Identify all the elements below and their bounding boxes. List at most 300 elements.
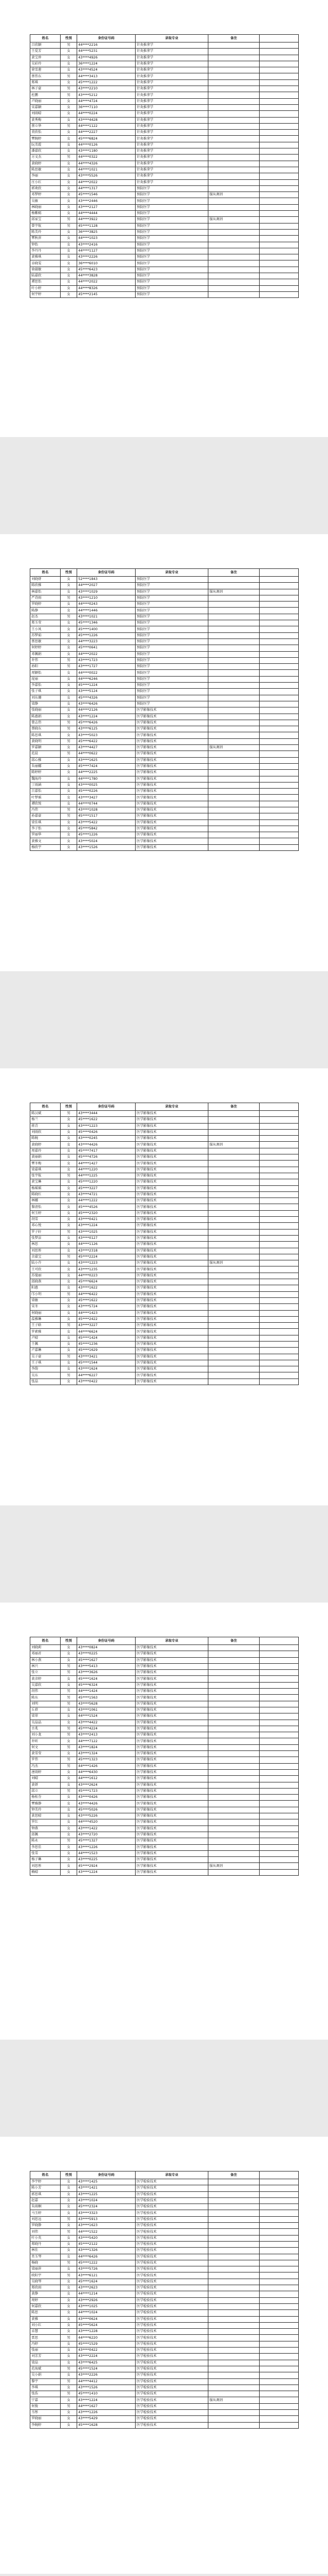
cell-name: 刘小红: [30, 2322, 61, 2328]
cell-blank: [260, 832, 299, 838]
cell-blank: [260, 2385, 299, 2391]
cell-blank: [260, 1291, 299, 1297]
cell-remarks: [208, 2341, 260, 2347]
cell-name: 黄静: [30, 2291, 61, 2297]
cell-gender: 女: [61, 789, 77, 795]
cell-id-number: 45****1410: [77, 2391, 136, 2397]
document-page: [0, 2137, 328, 2574]
cell-gender: 女: [61, 142, 77, 148]
header-id-number: 身份证号码: [77, 569, 136, 577]
cell-major: 医学影像技术: [136, 1204, 208, 1210]
cell-gender: 女: [61, 1869, 77, 1875]
cell-major: 医学影像技术: [136, 1161, 208, 1167]
cell-remarks: [208, 1807, 260, 1813]
cell-remarks: [208, 185, 260, 191]
cell-id-number: 44****3223: [77, 638, 136, 645]
cell-major: 预防医学: [136, 689, 208, 695]
cell-name: 刘思远: [30, 2216, 61, 2222]
cell-major: 医学影像技术: [136, 1297, 208, 1303]
table-row: [30, 92, 299, 98]
table-row: [30, 577, 299, 583]
cell-major: 针灸推拿学: [136, 61, 208, 67]
cell-gender: 男: [61, 738, 77, 744]
cell-id-number: 43****1422: [77, 1825, 136, 1832]
cell-blank: [260, 1838, 299, 1844]
table-row: [30, 2310, 299, 2316]
cell-major: 医学检验技术: [136, 2272, 208, 2279]
cell-name: 朱雨桐: [30, 2204, 61, 2210]
cell-gender: 女: [61, 1645, 77, 1651]
cell-major: 医学影像技术: [136, 1782, 208, 1788]
cell-remarks: [208, 1651, 260, 1657]
cell-blank: [260, 173, 299, 179]
table-row: [30, 1682, 299, 1688]
cell-remarks: [208, 1242, 260, 1248]
cell-remarks: [208, 223, 260, 229]
cell-id-number: 45****4526: [77, 1204, 136, 1210]
cell-gender: 男: [61, 1695, 77, 1701]
cell-remarks: [208, 608, 260, 614]
table-header-row: [30, 2171, 299, 2179]
cell-id-number: 43****1024: [77, 2197, 136, 2204]
cell-major: 医学影像技术: [136, 1850, 208, 1856]
cell-gender: 男: [61, 614, 77, 620]
cell-gender: 女: [61, 757, 77, 763]
header-name: 姓名: [30, 569, 61, 577]
table-header-row: [30, 1637, 299, 1645]
cell-id-number: 44****3828: [77, 273, 136, 279]
cell-id-number: 43****1021: [77, 614, 136, 620]
cell-name: 陆小卉: [30, 1260, 61, 1266]
cell-id-number: 44****1423: [77, 1310, 136, 1316]
cell-blank: [260, 161, 299, 167]
cell-remarks: [208, 1348, 260, 1354]
table-row: [30, 1807, 299, 1813]
cell-name: 邱立: [30, 1788, 61, 1794]
cell-remarks: [208, 173, 260, 179]
cell-remarks: 服从调剂: [208, 2397, 260, 2403]
table-row: [30, 254, 299, 260]
cell-id-number: 45****5026: [77, 1807, 136, 1813]
cell-id-number: 44****5231: [77, 49, 136, 55]
cell-remarks: [208, 726, 260, 732]
cell-blank: [260, 2235, 299, 2241]
cell-gender: 女: [61, 104, 77, 110]
cell-major: 预防医学: [136, 602, 208, 608]
cell-major: 医学影像技术: [136, 732, 208, 738]
cell-major: 预防医学: [136, 589, 208, 595]
table-row: [30, 1254, 299, 1260]
cell-id-number: 43****5024: [77, 838, 136, 844]
cell-major: 医学影像技术: [136, 832, 208, 838]
cell-blank: [260, 1645, 299, 1651]
cell-major: 医学检验技术: [136, 2397, 208, 2403]
cell-name: 邓丽君: [30, 1651, 61, 1657]
cell-id-number: 44****1126: [77, 1242, 136, 1248]
cell-id-number: 43****1526: [77, 2385, 136, 2391]
table-row: [30, 1248, 299, 1254]
cell-name: 黄妍: [30, 1782, 61, 1788]
cell-blank: [260, 1273, 299, 1279]
table-header-row: [30, 35, 299, 42]
cell-major: 医学检验技术: [136, 2348, 208, 2354]
cell-blank: [260, 1732, 299, 1738]
table-row: [30, 104, 299, 110]
cell-remarks: [208, 819, 260, 826]
table-row: [30, 1154, 299, 1161]
cell-remarks: [208, 638, 260, 645]
cell-major: 医学影像技术: [136, 1863, 208, 1869]
cell-id-number: 43****4426: [77, 1801, 136, 1807]
cell-major: 医学影像技术: [136, 1185, 208, 1191]
cell-remarks: [208, 1757, 260, 1763]
cell-remarks: [208, 751, 260, 757]
cell-gender: 女: [61, 2310, 77, 2316]
cell-major: 预防医学: [136, 242, 208, 248]
cell-major: 医学检验技术: [136, 2385, 208, 2391]
cell-blank: [260, 776, 299, 782]
cell-gender: 女: [61, 49, 77, 55]
table-row: [30, 1751, 299, 1757]
table-row: [30, 142, 299, 148]
cell-id-number: 43****4524: [77, 67, 136, 73]
cell-blank: [260, 676, 299, 682]
cell-remarks: [208, 2229, 260, 2235]
cell-id-number: 36****7110: [77, 104, 136, 110]
cell-remarks: [208, 1676, 260, 1682]
table-row: [30, 813, 299, 819]
cell-name: 吴晓琴: [30, 2279, 61, 2285]
cell-remarks: 服从调剂: [208, 745, 260, 751]
cell-gender: 女: [61, 1285, 77, 1291]
cell-blank: [260, 701, 299, 707]
cell-gender: 女: [61, 2254, 77, 2260]
cell-remarks: [208, 1204, 260, 1210]
cell-gender: 男: [61, 2260, 77, 2266]
table-row: [30, 2248, 299, 2254]
cell-id-number: 44****0622: [77, 751, 136, 757]
cell-name: 梁晶: [30, 2360, 61, 2366]
cell-name: 邱家宝: [30, 217, 61, 223]
cell-major: 医学影像技术: [136, 1689, 208, 1695]
cell-id-number: 44****2216: [77, 42, 136, 49]
cell-remarks: [208, 198, 260, 204]
table-row: [30, 602, 299, 608]
table-row: [30, 1801, 299, 1807]
table-row: [30, 2223, 299, 2229]
cell-gender: 女: [61, 1329, 77, 1335]
cell-gender: 女: [61, 1863, 77, 1869]
cell-id-number: 43****1224: [77, 1223, 136, 1229]
cell-major: 针灸推拿学: [136, 55, 208, 61]
cell-remarks: [208, 204, 260, 210]
cell-remarks: [208, 626, 260, 632]
cell-major: 医学影像技术: [136, 1707, 208, 1713]
cell-remarks: [208, 2297, 260, 2303]
table-row: [30, 2216, 299, 2222]
cell-name: 卓慧: [30, 2329, 61, 2335]
cell-blank: [260, 1329, 299, 1335]
cell-id-number: 44****6422: [77, 1291, 136, 1297]
cell-name: 覃冬梅: [30, 1161, 61, 1167]
cell-blank: [260, 813, 299, 819]
cell-blank: [260, 1316, 299, 1322]
cell-name: 刘晓妍: [30, 577, 61, 583]
cell-id-number: 45****1222: [77, 79, 136, 86]
cell-major: 医学影像技术: [136, 1304, 208, 1310]
cell-remarks: [208, 55, 260, 61]
cell-major: 针灸推拿学: [136, 136, 208, 142]
cell-gender: 女: [61, 1825, 77, 1832]
cell-remarks: [208, 789, 260, 795]
table-row: [30, 1663, 299, 1669]
cell-name: 范晨: [30, 751, 61, 757]
cell-blank: [260, 1304, 299, 1310]
cell-name: 叶小婷: [30, 285, 61, 291]
cell-remarks: [208, 2416, 260, 2422]
cell-gender: 女: [61, 1198, 77, 1204]
cell-blank: [260, 763, 299, 769]
table-row: [30, 1763, 299, 1769]
table-row: [30, 1161, 299, 1167]
cell-remarks: [208, 73, 260, 79]
table-row: [30, 770, 299, 776]
cell-major: 医学影像技术: [136, 1838, 208, 1844]
cell-gender: 女: [61, 838, 77, 844]
table-row: [30, 1769, 299, 1775]
table-row: [30, 745, 299, 751]
cell-remarks: [208, 1229, 260, 1235]
cell-name: 蔡晓东: [30, 726, 61, 732]
cell-remarks: [208, 2272, 260, 2279]
cell-major: 医学影像技术: [136, 1857, 208, 1863]
cell-id-number: 44****1127: [77, 248, 136, 254]
cell-remarks: [208, 1329, 260, 1335]
header-major: 录取专业: [136, 2171, 208, 2179]
cell-name: 罗晓静: [30, 2223, 61, 2229]
cell-major: 医学影像技术: [136, 1285, 208, 1291]
table-row: [30, 638, 299, 645]
cell-major: 医学影像技术: [136, 720, 208, 726]
cell-name: 郑欣雨: [30, 2285, 61, 2291]
cell-blank: [260, 626, 299, 632]
cell-id-number: 36****1224: [77, 61, 136, 67]
cell-remarks: [208, 2348, 260, 2354]
table-row: [30, 2329, 299, 2335]
cell-blank: [260, 1807, 299, 1813]
cell-blank: [260, 1185, 299, 1191]
cell-name: 黎清怡: [30, 1204, 61, 1210]
cell-remarks: [208, 2378, 260, 2385]
cell-name: 张立: [30, 1670, 61, 1676]
cell-remarks: [208, 1850, 260, 1856]
cell-remarks: [208, 273, 260, 279]
cell-name: 林子豪: [30, 86, 61, 92]
cell-name: 杨兰: [30, 1117, 61, 1123]
cell-id-number: 43****1224: [77, 1869, 136, 1875]
cell-name: 黄雅琪: [30, 254, 61, 260]
cell-id-number: 36****6010: [77, 260, 136, 267]
cell-gender: 女: [61, 1751, 77, 1757]
table-row: [30, 645, 299, 651]
cell-gender: 女: [61, 204, 77, 210]
cell-name: 卢晴: [30, 1335, 61, 1341]
table-row: [30, 148, 299, 155]
cell-id-number: 44****6220: [77, 2335, 136, 2341]
cell-id-number: 44****1214: [77, 2291, 136, 2297]
cell-gender: 男: [61, 1254, 77, 1260]
cell-blank: [260, 795, 299, 801]
cell-id-number: 44****0322: [77, 155, 136, 161]
table-row: [30, 1379, 299, 1385]
cell-gender: 男: [61, 1788, 77, 1794]
cell-id-number: 44****2227: [77, 130, 136, 136]
cell-remarks: [208, 167, 260, 173]
table-row: [30, 664, 299, 670]
cell-id-number: 45****4224: [77, 1726, 136, 1732]
cell-remarks: [208, 104, 260, 110]
cell-blank: [260, 1179, 299, 1185]
table-row: [30, 2378, 299, 2385]
cell-id-number: 43****2413: [77, 1732, 136, 1738]
cell-remarks: [208, 1670, 260, 1676]
table-row: [30, 1757, 299, 1763]
cell-gender: 男: [61, 1744, 77, 1750]
cell-id-number: 44****1024: [77, 2310, 136, 2316]
cell-id-number: 43****2226: [77, 2372, 136, 2378]
cell-remarks: [208, 1726, 260, 1732]
table-row: [30, 98, 299, 104]
cell-blank: [260, 1167, 299, 1173]
table-row: [30, 789, 299, 795]
cell-remarks: 服从调剂: [208, 192, 260, 198]
cell-gender: 女: [61, 1795, 77, 1801]
cell-name: 苏梦茹: [30, 632, 61, 638]
cell-remarks: [208, 1198, 260, 1204]
cell-id-number: 43****4426: [77, 1142, 136, 1148]
cell-remarks: [208, 279, 260, 285]
cell-major: 医学影像技术: [136, 1167, 208, 1173]
cell-major: 针灸推拿学: [136, 148, 208, 155]
cell-remarks: [208, 2179, 260, 2185]
cell-gender: 男: [61, 1323, 77, 1329]
cell-remarks: [208, 98, 260, 104]
header-gender: 性别: [61, 2171, 77, 2179]
cell-gender: 女: [61, 638, 77, 645]
cell-gender: 女: [61, 1360, 77, 1366]
cell-major: 预防医学: [136, 211, 208, 217]
cell-name: 陈思琪: [30, 732, 61, 738]
cell-blank: [260, 1682, 299, 1688]
cell-remarks: [208, 92, 260, 98]
header-remarks: 备注: [208, 569, 260, 577]
cell-gender: 女: [61, 1348, 77, 1354]
cell-name: 林佳: [30, 2248, 61, 2254]
cell-id-number: 43****0025: [77, 782, 136, 788]
cell-name: 李丹丹: [30, 248, 61, 254]
cell-name: 梁敏: [30, 1297, 61, 1303]
cell-major: 医学检验技术: [136, 2185, 208, 2191]
cell-name: 王小凤: [30, 626, 61, 632]
cell-major: 医学影像技术: [136, 726, 208, 732]
cell-blank: [260, 745, 299, 751]
cell-major: 医学影像技术: [136, 1142, 208, 1148]
cell-blank: [260, 67, 299, 73]
cell-major: 医学检验技术: [136, 2360, 208, 2366]
cell-gender: 女: [61, 2303, 77, 2309]
cell-remarks: [208, 2216, 260, 2222]
cell-major: 针灸推拿学: [136, 123, 208, 129]
cell-remarks: 服从调剂: [208, 217, 260, 223]
cell-name: 刘小龙: [30, 1732, 61, 1738]
cell-major: 预防医学: [136, 192, 208, 198]
cell-gender: 女: [61, 1738, 77, 1744]
cell-major: 医学影像技术: [136, 789, 208, 795]
cell-major: 针灸推拿学: [136, 104, 208, 110]
cell-remarks: [208, 707, 260, 714]
cell-remarks: [208, 2248, 260, 2254]
cell-gender: 男: [61, 2272, 77, 2279]
cell-name: 孙嘉豪: [30, 813, 61, 819]
cell-remarks: [208, 732, 260, 738]
cell-blank: [260, 242, 299, 248]
cell-blank: [260, 1348, 299, 1354]
cell-remarks: [208, 2372, 260, 2378]
cell-name: 林小燕: [30, 1657, 61, 1663]
cell-id-number: 43****0426: [77, 1795, 136, 1801]
cell-blank: [260, 583, 299, 589]
cell-name: 刘雨晴: [30, 111, 61, 117]
cell-major: 针灸推拿学: [136, 161, 208, 167]
cell-major: 医学检验技术: [136, 2248, 208, 2254]
cell-blank: [260, 2210, 299, 2216]
table-row: [30, 689, 299, 695]
table-row: [30, 73, 299, 79]
cell-blank: [260, 2416, 299, 2422]
cell-major: 医学影像技术: [136, 1323, 208, 1329]
cell-major: 针灸推拿学: [136, 49, 208, 55]
cell-name: 胡伟: [30, 1689, 61, 1695]
cell-major: 医学影像技术: [136, 1807, 208, 1813]
cell-remarks: 服从调剂: [208, 1863, 260, 1869]
table-row: [30, 2409, 299, 2415]
cell-major: 医学检验技术: [136, 2291, 208, 2297]
cell-gender: 女: [61, 285, 77, 291]
cell-blank: [260, 2403, 299, 2409]
cell-major: 预防医学: [136, 273, 208, 279]
table-row: [30, 2185, 299, 2191]
cell-name: 梁翠: [30, 1713, 61, 1720]
table-row: [30, 1744, 299, 1750]
cell-remarks: [208, 1372, 260, 1379]
cell-id-number: 45****2122: [77, 2241, 136, 2247]
cell-name: 黄丽娟: [30, 1154, 61, 1161]
cell-major: 预防医学: [136, 683, 208, 689]
cell-remarks: [208, 720, 260, 726]
cell-major: 医学影像技术: [136, 1825, 208, 1832]
table-row: [30, 1223, 299, 1229]
cell-major: 预防医学: [136, 204, 208, 210]
cell-gender: 男: [61, 2403, 77, 2409]
table-row: [30, 1142, 299, 1148]
cell-gender: 女: [61, 1191, 77, 1197]
cell-major: 医学影像技术: [136, 807, 208, 813]
cell-id-number: 45****1629: [77, 1348, 136, 1354]
table-row: [30, 1285, 299, 1291]
cell-blank: [260, 1738, 299, 1744]
cell-gender: 男: [61, 1701, 77, 1707]
table-row: [30, 1360, 299, 1366]
